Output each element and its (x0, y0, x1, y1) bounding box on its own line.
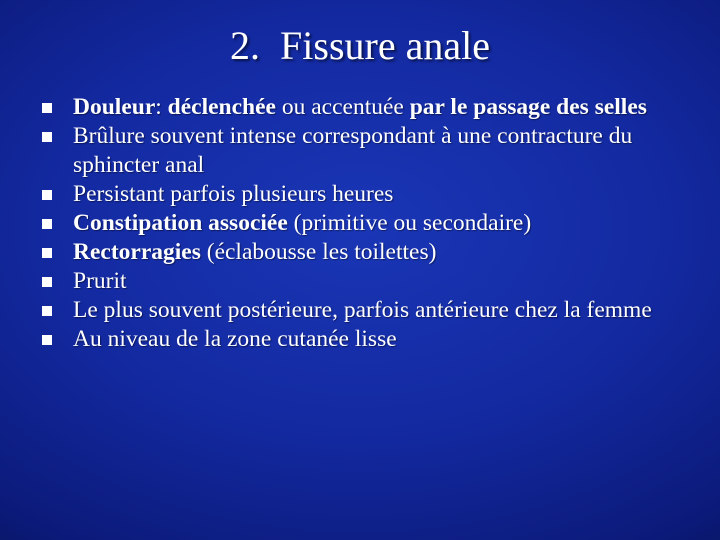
bullet-item (40, 122, 700, 180)
bullet-text-bold: déclenchée (167, 94, 276, 120)
bullet-text: Persistant parfois plusieurs heures (73, 181, 394, 207)
bullet-item (40, 209, 700, 238)
square-bullet-icon (42, 306, 52, 316)
bullet-item (40, 325, 700, 354)
bullet-text: Brûlure souvent intense correspondant à une contracture du sphincter anal (73, 123, 633, 178)
bullet-item (40, 267, 700, 296)
bullet-list (40, 93, 700, 354)
bullet-text-bold: Douleur (73, 94, 156, 120)
bullet-text-bold: Constipation associée (73, 210, 288, 236)
square-bullet-icon (42, 335, 52, 345)
bullet-text: Au niveau de la zone cutanée lisse (73, 326, 397, 352)
bullet-text: Le plus souvent postérieure, parfois antérieure chez la femme (73, 297, 652, 323)
square-bullet-icon (42, 190, 52, 200)
bullet-text: ou accentuée (275, 94, 410, 120)
bullet-text: : (155, 94, 168, 120)
bullet-text-bold: par le passage des selles (409, 94, 647, 120)
bullet-text-bold: Rectorragies (73, 239, 201, 265)
slide-title: 2. Fissure anale (230, 23, 490, 68)
bullet-item (40, 238, 700, 267)
square-bullet-icon (42, 277, 52, 287)
bullet-text: (éclabousse les toilettes) (200, 239, 437, 265)
bullet-item (40, 180, 700, 209)
square-bullet-icon (42, 219, 52, 229)
square-bullet-icon (42, 132, 52, 142)
bullet-text: Prurit (73, 268, 127, 294)
bullet-text: (primitive ou secondaire) (287, 210, 532, 236)
square-bullet-icon (42, 103, 52, 113)
bullet-item (40, 93, 700, 122)
square-bullet-icon (42, 248, 52, 258)
bullet-item (40, 296, 700, 325)
